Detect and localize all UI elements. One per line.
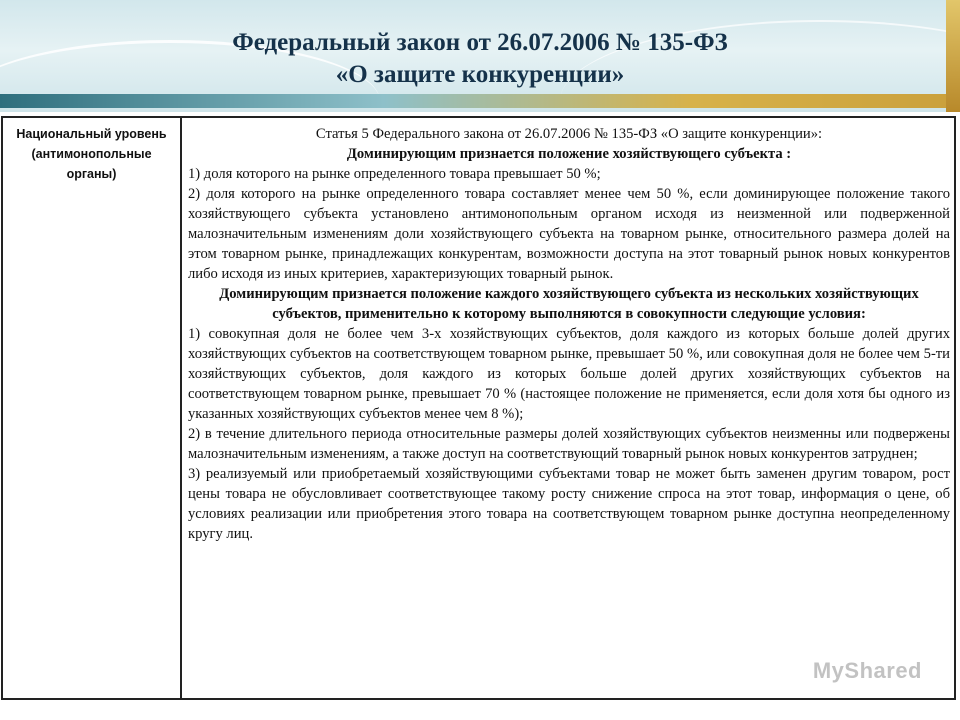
level-label: Национальный уровень (антимонопольные органы) (16, 127, 167, 181)
article-cell (182, 118, 954, 698)
article-intro: Статья 5 Федерального закона от 26.07.2006 № 135-ФЗ «О защите конкуренции»: (315, 126, 823, 142)
section-heading: Доминирующим признается положение каждого хозяйствующего субъекта из нескольких хозяйствующих субъектов, применительно к которому выполняются в совокупности следующие условия: (219, 286, 919, 322)
list-item: 1) доля которого на рынке определенного товара превышает 50 %; (188, 166, 601, 182)
list-item: 2) в течение длительного периода относительные размеры долей хозяйствующих субъектов неизменны или подвержены малозначительным изменениям, а также доступ на соответствующий товарный рынок новых конкурентов затруднен; (188, 426, 950, 462)
list-item: 3) реализуемый или приобретаемый хозяйствующими субъектами товар не может быть заменен другим товаром, рост цены товара не обусловливает соответствующее такому росту снижение спроса на этот товар, информация о цене, об условиях реализации или приобретения этого товара на соответствующем товарном рынке доступна неопределенному кругу лиц. (188, 466, 950, 542)
list-item: 2) доля которого на рынке определенного товара составляет менее чем 50 %, если доминирующее положение такого хозяйствующего субъекта установлено антимонопольным органом исходя из неизменной или подверженной малозначительным изменениям доли хозяйствующего субъекта на товарном рынке, относительного размера долей на этом товарном рынке, принадлежащих конкурентам, возможности доступа на этот товарный рынок новых конкурентов либо исходя из иных критериев, характеризующих товарный рынок. (188, 186, 950, 282)
list-item: 1) совокупная доля не более чем 3-х хозяйствующих субъектов, доля каждого из которых больше долей других хозяйствующих субъектов на соответствующем товарном рынке, превышает 50 %, или совокупная доля не более чем 5-ти хозяйствующих субъектов, доля каждого из которых больше долей других хозяйствующих субъектов на соответствующем товарном рынке, превышает 70 % (настоящее положение не применяется, если доля хотя бы одного из указанных хозяйствующих субъектов менее чем 8 %); (188, 326, 950, 422)
header-band (0, 94, 960, 108)
slide-title: Федеральный закон от 26.07.2006 № 135-ФЗ (232, 29, 728, 56)
slide-header (0, 0, 960, 112)
content-table (1, 116, 956, 700)
level-cell (3, 118, 182, 698)
section-heading: Доминирующим признается положение хозяйствующего субъекта : (346, 146, 792, 162)
slide-subtitle: «О защите конкуренции» (335, 61, 625, 88)
watermark-logo: MyShared (812, 658, 922, 683)
header-accent (946, 0, 960, 112)
